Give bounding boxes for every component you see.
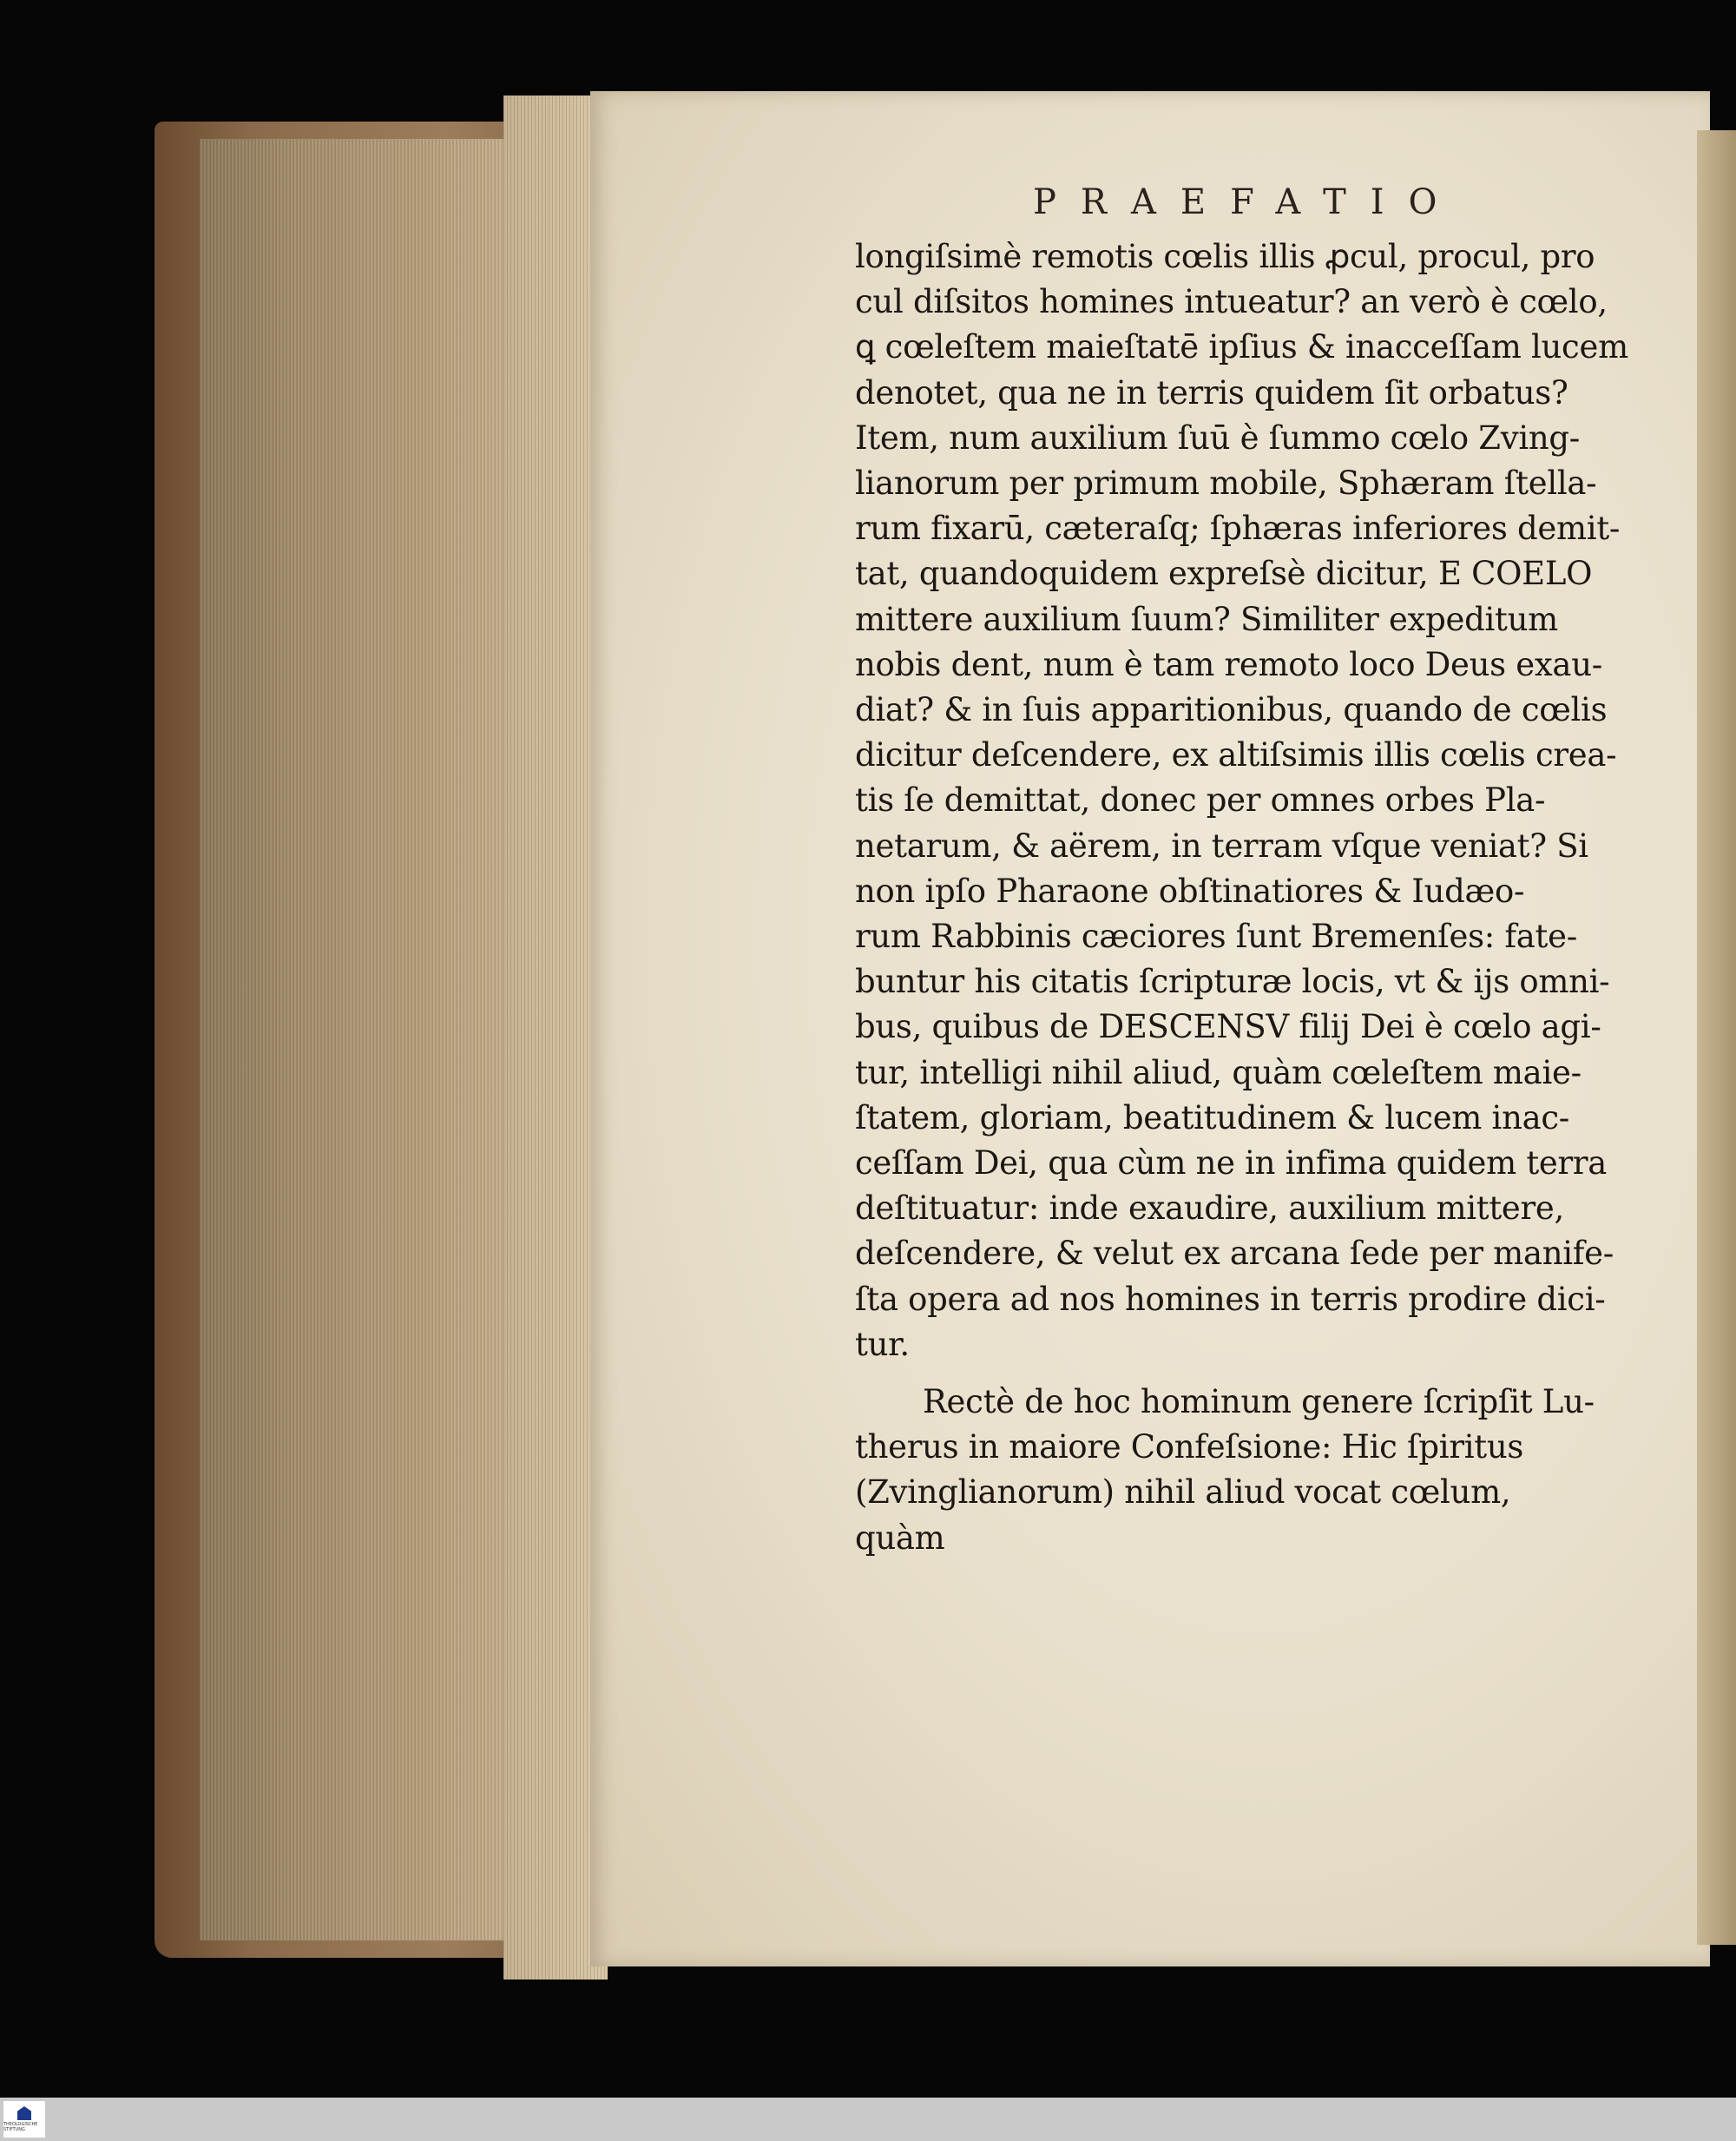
text-line: nobis dent, num è tam remoto loco Deus exau-	[855, 645, 1602, 683]
text-line: ꝗ cœleſtem maieſtatē ipſius & inacceſſam lucem	[855, 328, 1628, 366]
text-line: tur, intelligi nihil aliud, quàm cœleſtem maie-	[855, 1053, 1581, 1091]
text-line: tis ſe demittat, donec per omnes orbes Pla-	[855, 781, 1546, 820]
text-line: tur.	[855, 1325, 910, 1363]
text-line: ſta opera ad nos homines in terris prodire dici-	[855, 1280, 1606, 1318]
text-line: deſcendere, & velut ex arcana ſede per manife-	[855, 1235, 1614, 1273]
text-line: longiſsimè remotis cœlis illis ꝓcul, procul, pro	[855, 238, 1595, 275]
text-line: denotet, qua ne in terris quidem ſit orbatus?	[855, 373, 1568, 412]
text-line: (Zvinglianorum) nihil aliud vocat cœlum,	[855, 1473, 1511, 1512]
library-logo	[3, 2101, 45, 2138]
text-line: deſtituatur: inde exaudire, auxilium mittere,	[855, 1189, 1564, 1228]
text-line: bus, quibus de DESCENSV filij Dei è cœlo agi-	[855, 1008, 1601, 1046]
text-line: netarum, & aërem, in terram vſque veniat? Si	[855, 827, 1588, 865]
next-page-edge	[1697, 130, 1736, 1945]
text-line: therus in maiore Confeſsione: Hic ſpiritus	[855, 1428, 1524, 1466]
text-line: cul diſsitos homines intueatur? an verò è cœlo,	[855, 283, 1608, 321]
text-line: Item, num auxilium ſuū è ſummo cœlo Zving-	[855, 418, 1580, 457]
text-line: rum fixarū, cæteraſq; ſphæras inferiores demit-	[855, 510, 1621, 548]
text-line: rum Rabbinis cæciores ſunt Bremenſes: fate-	[855, 918, 1577, 955]
text-line: buntur his citatis ſcripturæ locis, vt & ijs omni-	[855, 963, 1610, 1001]
text-line: diat? & in ſuis apparitionibus, quando de cœlis	[855, 691, 1608, 728]
text-line: ſtatem, gloriam, beatitudinem & lucem inac-	[855, 1098, 1569, 1136]
text-line: dicitur deſcendere, ex altiſsimis illis cœlis crea-	[855, 736, 1617, 774]
text-line: ceſſam Dei, qua cùm ne in infima quidem terra	[855, 1144, 1608, 1182]
building-icon	[17, 2106, 31, 2120]
logo-label: THEOLOGISCHE STIFTUNG	[3, 2122, 38, 2132]
text-line: tat, quandoquidem expreſsè dicitur, E COELO	[855, 555, 1593, 593]
text-line: quàm	[855, 1518, 945, 1557]
text-line: lianorum per primum mobile, Sphæram ſtella-	[855, 464, 1597, 502]
text-line: non ipſo Pharaone obſtinatiores & Iudæo-	[855, 872, 1525, 910]
text-line: mittere auxilium ſuum? Similiter expeditum	[855, 600, 1558, 638]
viewer-bottom-bar	[0, 2098, 1736, 2141]
running-head: PRAEFATIO	[1033, 182, 1462, 222]
text-line: Rectè de hoc hominum genere ſcripſit Lu-	[923, 1383, 1595, 1420]
